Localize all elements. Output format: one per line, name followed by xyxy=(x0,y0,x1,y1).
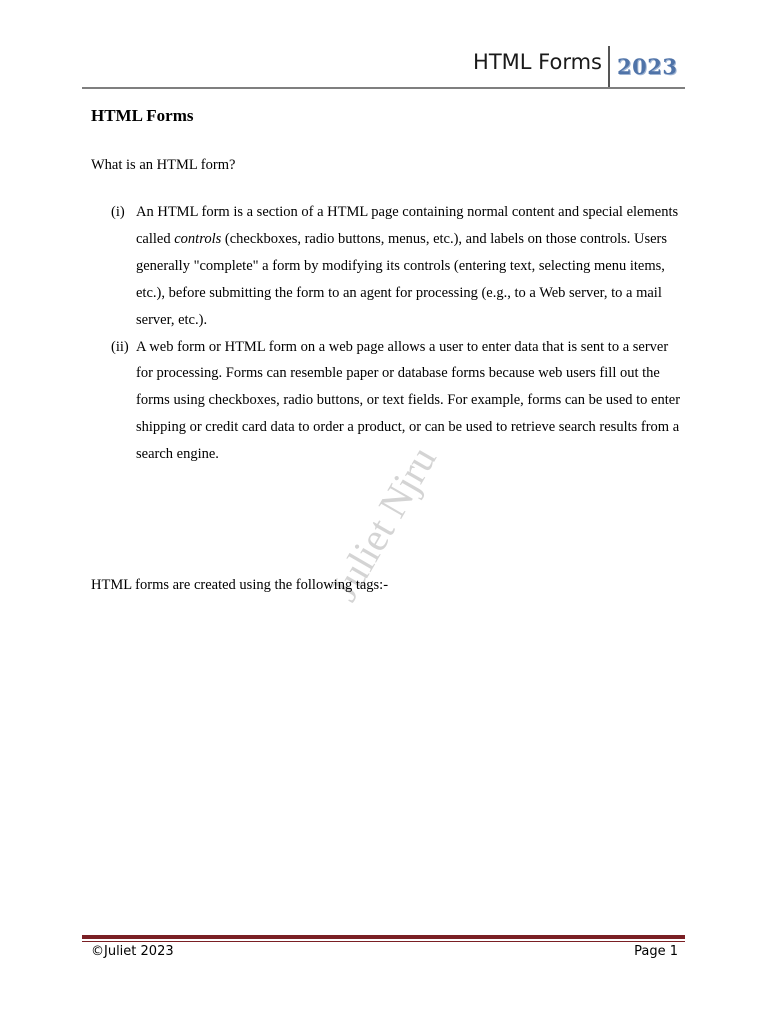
list-item-text-before: An HTML form is a section of a HTML page containing normal content and special elements called xyxy=(136,204,679,247)
footer-rule-thick xyxy=(82,935,685,939)
header-year: 2023 xyxy=(617,54,678,79)
list-marker: (i) xyxy=(111,204,125,220)
footer-copyright: ©Juliet 2023 xyxy=(91,944,174,959)
list-item-text: A web form or HTML form on a web page allows a user to enter data that is sent to a server for processing. Forms can resemble paper or database forms because web users fill out the forms using checkboxes, radio buttons, or text fields. For example, forms can be used to enter shipping or credit card data to order a product, or can be used to retrieve search results from a search engine. xyxy=(136,338,681,463)
list-item-text-after: (checkboxes, radio buttons, menus, etc.), and labels on those controls. Users generally "complete" a form by modifying its controls (entering text, selecting menu items, etc.), before submitting the form to an agent for processing (e.g., to a Web server, to a mail server, etc.). xyxy=(136,230,668,328)
footer-page-number: Page 1 xyxy=(634,944,678,959)
question-text: What is an HTML form? xyxy=(91,157,236,173)
header-rule xyxy=(82,87,685,89)
footer-rule-thin xyxy=(82,941,685,942)
list-marker: (ii) xyxy=(111,338,129,355)
header-divider xyxy=(608,46,610,88)
list-item-emphasis: controls xyxy=(174,230,222,247)
page-title: HTML Forms xyxy=(91,106,194,125)
list-item xyxy=(91,334,686,469)
header-title: HTML Forms xyxy=(473,50,602,74)
definition-list xyxy=(91,199,686,468)
list-item xyxy=(91,199,686,334)
intro-text: HTML forms are created using the following tags:- xyxy=(91,577,389,593)
watermark: Juliet Njru xyxy=(321,438,445,609)
